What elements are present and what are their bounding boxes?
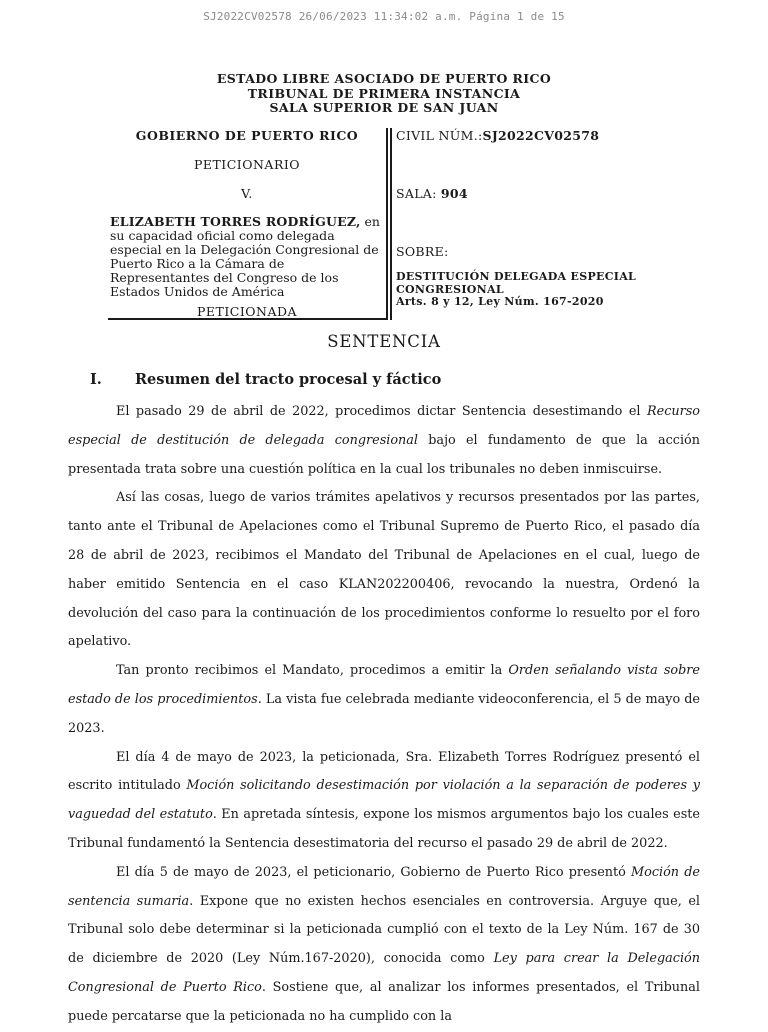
header-stamp: SJ2022CV02578 26/06/2023 11:34:02 a.m. Página 1 de 15 [203,10,565,23]
section-heading [90,371,441,388]
sobre-detail: DESTITUCIÓN DELEGADA ESPECIAL CONGRESIONAL Arts. 8 y 12, Ley Núm. 167-2020 [396,270,637,308]
court-line-2: TRIBUNAL DE PRIMERA INSTANCIA [247,85,521,101]
caption-divider [390,128,392,320]
section-title: Resumen del tracto procesal y fáctico [135,371,442,388]
sobre-label: SOBRE: [396,244,449,259]
document-title: SENTENCIA [327,332,441,351]
versus-label: V. [241,186,253,201]
respondent-role: PETICIONADA [196,304,298,319]
paragraph: El pasado 29 de abril de 2022, procedimos dictar Sentencia desestimando el Recurso especial de destitución de delegada congresional bajo el fundamento de que la acción presentada trata sobre una cuestión política en la cual los tribunales no deben inmiscuirse. [68,404,701,477]
court-line-3: SALA SUPERIOR DE SAN JUAN [269,100,499,115]
paragraph: El día 4 de mayo de 2023, la peticionada, Sra. Elizabeth Torres Rodríguez presentó el escrito intitulado Moción solicitando desestimación por violación a la separación de poderes y vaguedad del estatuto. En apretada síntesis, expone los mismos argumentos bajo los cuales este Tribunal fundamentó la Sentencia desestimatoria del recurso el pasado 29 de abril de 2022. [68,749,700,851]
respondent-name: ELIZABETH TORRES RODRÍGUEZ, [110,214,361,229]
paragraph: El día 5 de mayo de 2023, el peticionario, Gobierno de Puerto Rico presentó Moción de sentencia sumaria. Expone que no existen hechos esenciales en controversia. Arguye que, el Tribunal solo debe determinar si la peticionada cumplió con el texto de la Ley Núm. 167 de 30 de diciembre de 2020 (Ley Núm.167-2020), conocida como Ley para crear la Delegación Congresional de Puerto Rico. Sostiene que, al analizar los informes presentados, el Tribunal puede percatarse que la peticionada no ha cumplido con la [68,864,700,1024]
petitioner-role: PETICIONARIO [193,157,301,172]
petitioner-name: GOBIERNO DE PUERTO RICO [135,128,359,143]
civil-number-line: CIVIL NÚM.:SJ2022CV02578 [396,128,600,143]
respondent-capacity: en su capacidad oficial como delegada especial en la Delegación Congresional de Puerto Rico a la Cámara de Representantes del Congreso de los Estados Unidos de América [110,214,380,299]
section-number: I. [90,371,102,388]
paragraph: Así las cosas, luego de varios trámites apelativos y recursos presentados por las partes, tanto ante el Tribunal de Apelaciones como el Tribunal Supremo de Puerto Rico, el pasado día 28 de abril de 2023, recibimos el Mandato del Tribunal de Apelaciones en el cual, luego de haber emitido Sentencia en el caso KLAN202200406, revocando la nuestra, Ordenó la devolución del caso para la continuación de los procedimientos conforme lo resuelto por el foro apelativo. [68,490,700,650]
sala-number: 904 [440,186,468,201]
respondent-description [110,215,386,299]
court-line-1: ESTADO LIBRE ASOCIADO DE PUERTO RICO [216,71,552,86]
court-header [0,72,768,116]
caption-divider [386,128,388,320]
caption-parties [108,128,386,320]
civil-number: SJ2022CV02578 [482,128,600,143]
document-body [68,398,700,1032]
sala-line: SALA: 904 [396,186,468,201]
paragraph: Tan pronto recibimos el Mandato, procedimos a emitir la Orden señalando vista sobre estado de los procedimientos. La vista fue celebrada mediante videoconferencia, el 5 de mayo de 2023. [68,663,701,736]
